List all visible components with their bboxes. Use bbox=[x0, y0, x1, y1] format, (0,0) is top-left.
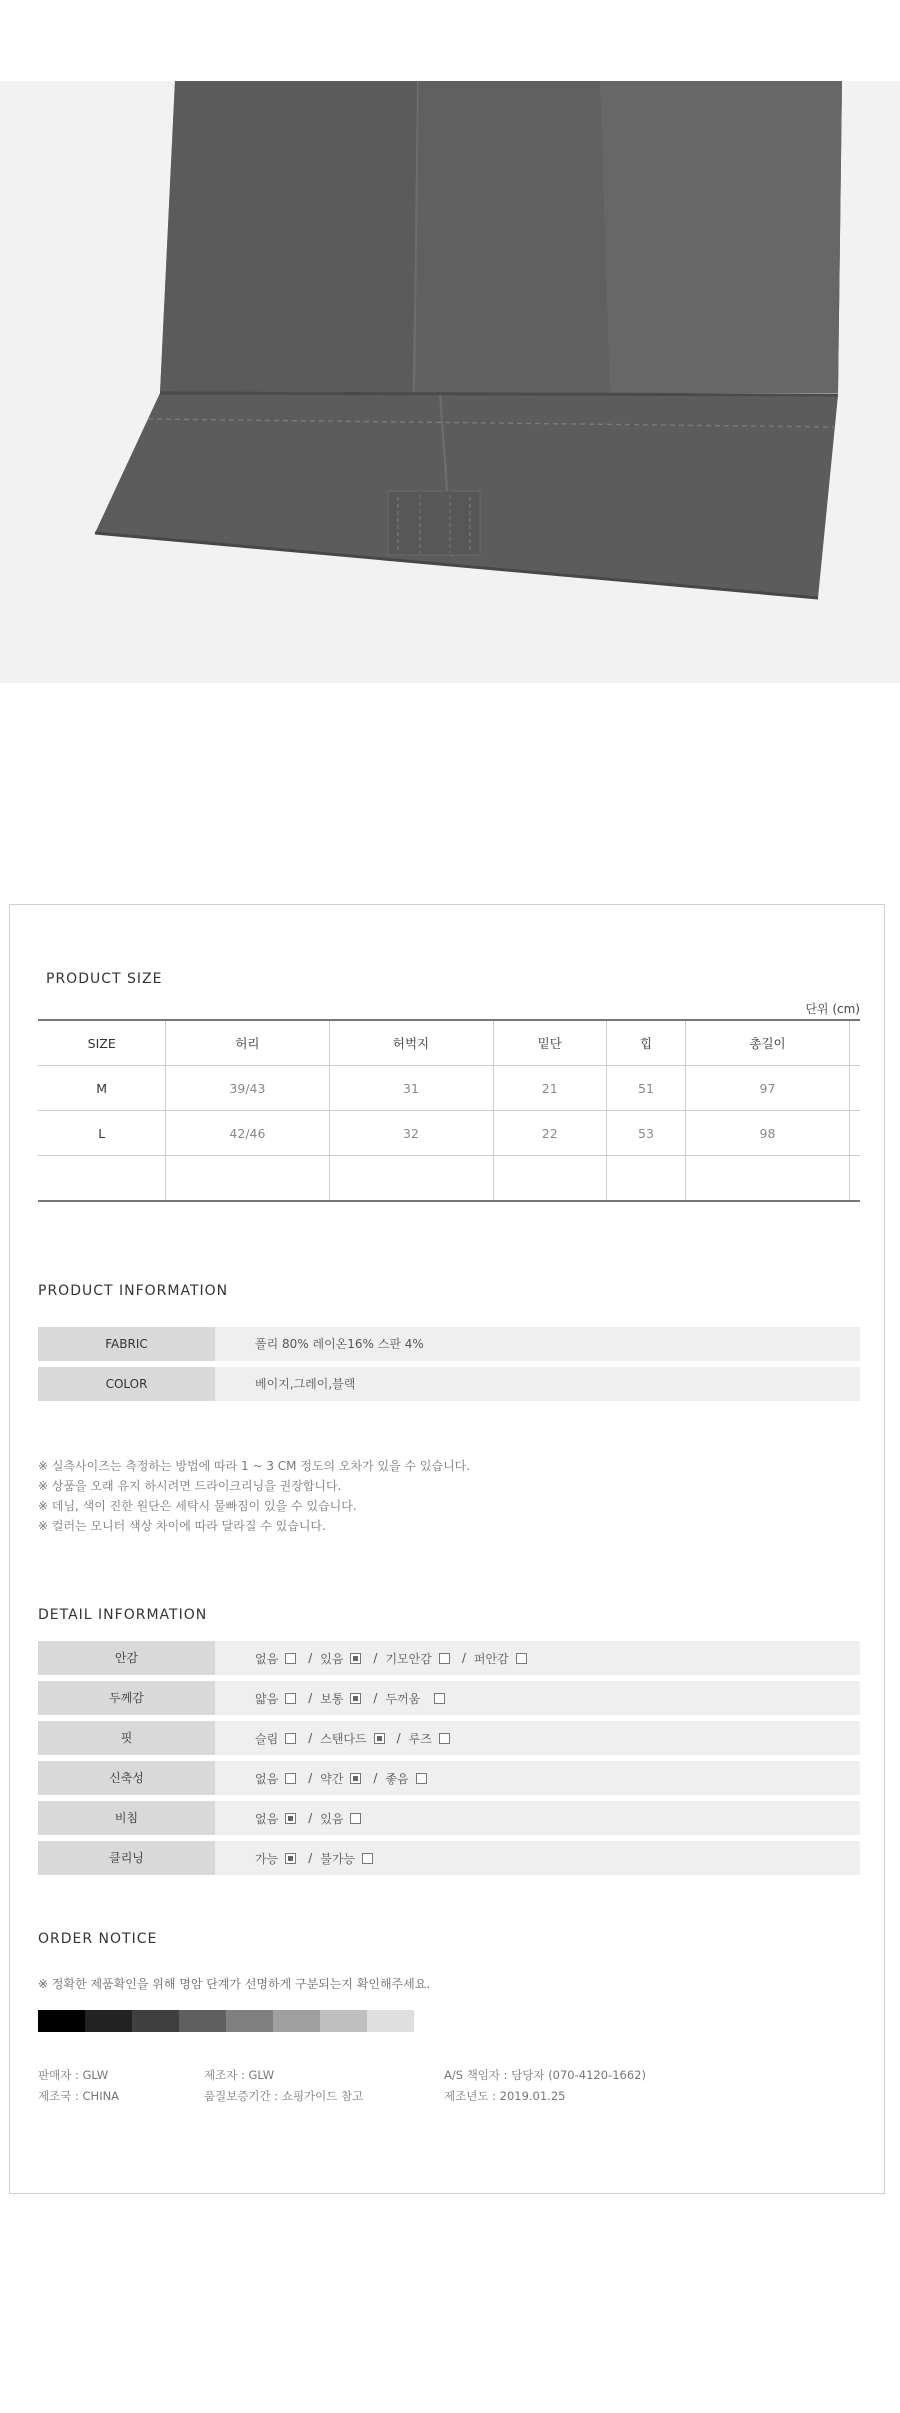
table-row bbox=[38, 1111, 860, 1156]
detail-row-sheerness bbox=[38, 1801, 860, 1835]
checkbox bbox=[416, 1773, 427, 1784]
option-label: 스탠다드 bbox=[320, 1731, 367, 1746]
size-header-cell: 총길이 bbox=[686, 1020, 850, 1066]
size-cell: 22 bbox=[493, 1111, 607, 1156]
option-label: 불가능 bbox=[320, 1851, 356, 1866]
warranty-info: 품질보증기간 : 쇼핑가이드 참고 bbox=[204, 2089, 364, 2103]
detail-options: 슬림 / 스탠다드 / 루즈 bbox=[255, 1721, 458, 1755]
size-cell: 53 bbox=[607, 1111, 686, 1156]
option-label: 보통 bbox=[320, 1691, 344, 1706]
care-note: ※ 컬러는 모니터 색상 차이에 따라 달라질 수 있습니다. bbox=[38, 1519, 326, 1533]
checkbox bbox=[350, 1813, 361, 1824]
size-cell bbox=[607, 1156, 686, 1202]
option-label: 없음 bbox=[255, 1651, 279, 1666]
product-info-panel bbox=[9, 904, 885, 2194]
gray-swatch bbox=[132, 2010, 179, 2032]
checkbox bbox=[362, 1853, 373, 1864]
checkbox bbox=[285, 1773, 296, 1784]
checkbox bbox=[434, 1693, 445, 1704]
gray-swatch bbox=[273, 2010, 320, 2032]
care-note: ※ 상품을 오래 유지 하시려면 드라이크리닝을 권장합니다. bbox=[38, 1479, 342, 1493]
as-contact-info: A/S 책임자 : 담당자 (070-4120-1662) bbox=[444, 2068, 646, 2082]
origin-info: 제조국 : CHINA bbox=[38, 2089, 120, 2103]
size-header-cell: 허리 bbox=[166, 1020, 329, 1066]
size-table-header bbox=[38, 1020, 860, 1066]
size-cell: M bbox=[38, 1066, 166, 1111]
checkbox-checked bbox=[350, 1773, 361, 1784]
meta-col-2 bbox=[204, 2065, 363, 2107]
option-label: 얇음 bbox=[255, 1691, 279, 1706]
size-header-cell: 허벅지 bbox=[329, 1020, 493, 1066]
size-cell bbox=[166, 1156, 329, 1202]
size-cell: L bbox=[38, 1111, 166, 1156]
detail-label: 클리닝 bbox=[38, 1841, 215, 1875]
size-cell bbox=[329, 1156, 493, 1202]
size-cell bbox=[38, 1156, 166, 1202]
option-label: 퍼안감 bbox=[473, 1651, 509, 1666]
option-label: 있음 bbox=[320, 1811, 344, 1826]
checkbox-checked bbox=[350, 1653, 361, 1664]
option-label: 슬림 bbox=[255, 1731, 279, 1746]
table-row bbox=[38, 1156, 860, 1202]
detail-options: 가능 / 불가능 bbox=[255, 1841, 381, 1875]
detail-row-lining bbox=[38, 1641, 860, 1675]
size-table bbox=[38, 1019, 860, 1202]
detail-row-stretch bbox=[38, 1761, 860, 1795]
option-label: 있음 bbox=[320, 1651, 344, 1666]
size-header-cell: SIZE bbox=[38, 1020, 166, 1066]
checkbox bbox=[285, 1653, 296, 1664]
detail-label: 핏 bbox=[38, 1721, 215, 1755]
size-cell bbox=[850, 1111, 861, 1156]
gray-swatch bbox=[38, 2010, 85, 2032]
checkbox-checked bbox=[285, 1853, 296, 1864]
info-label: COLOR bbox=[38, 1367, 215, 1401]
detail-options: 없음 / 약간 / 좋음 bbox=[255, 1761, 435, 1795]
size-cell: 31 bbox=[329, 1066, 493, 1111]
care-note: ※ 데님, 색이 진한 원단은 세탁시 물빠짐이 있을 수 있습니다. bbox=[38, 1499, 357, 1513]
checkbox bbox=[285, 1733, 296, 1744]
info-label: FABRIC bbox=[38, 1327, 215, 1361]
size-cell bbox=[493, 1156, 607, 1202]
detail-options: 얇음 / 보통 / 두꺼움 bbox=[255, 1681, 453, 1715]
size-cell bbox=[850, 1156, 861, 1202]
product-information-title: PRODUCT INFORMATION bbox=[38, 1283, 229, 1299]
size-header-cell: 힙 bbox=[607, 1020, 686, 1066]
info-row-color bbox=[38, 1367, 860, 1401]
info-row-fabric bbox=[38, 1327, 860, 1361]
maker-info: 제조자 : GLW bbox=[204, 2068, 275, 2082]
option-label: 없음 bbox=[255, 1811, 279, 1826]
size-header-cell: 밑단 bbox=[493, 1020, 607, 1066]
detail-row-cleaning bbox=[38, 1841, 860, 1875]
detail-label: 안감 bbox=[38, 1641, 215, 1675]
gray-swatch bbox=[320, 2010, 367, 2032]
option-label: 두꺼움 bbox=[385, 1691, 421, 1706]
checkbox bbox=[439, 1733, 450, 1744]
checkbox-checked bbox=[285, 1813, 296, 1824]
checkbox-checked bbox=[374, 1733, 385, 1744]
care-note: ※ 실측사이즈는 측정하는 방법에 따라 1 ~ 3 CM 정도의 오차가 있을 수 있습니다. bbox=[38, 1459, 471, 1473]
size-cell: 42/46 bbox=[166, 1111, 329, 1156]
manufacture-year-info: 제조년도 : 2019.01.25 bbox=[444, 2089, 566, 2103]
meta-col-3 bbox=[444, 2065, 646, 2107]
checkbox-checked bbox=[350, 1693, 361, 1704]
size-cell: 39/43 bbox=[166, 1066, 329, 1111]
order-notice-text: ※ 정확한 제품확인을 위해 명암 단계가 선명하게 구분되는지 확인해주세요. bbox=[38, 1977, 431, 1991]
detail-row-thickness bbox=[38, 1681, 860, 1715]
table-row bbox=[38, 1066, 860, 1111]
size-cell: 97 bbox=[686, 1066, 850, 1111]
detail-options: 없음 / 있음 bbox=[255, 1801, 369, 1835]
size-cell bbox=[850, 1066, 861, 1111]
checkbox bbox=[439, 1653, 450, 1664]
size-cell: 98 bbox=[686, 1111, 850, 1156]
meta-col-1 bbox=[38, 2065, 119, 2107]
option-label: 기모안감 bbox=[385, 1651, 432, 1666]
size-header-cell bbox=[850, 1020, 861, 1066]
gray-swatch bbox=[179, 2010, 226, 2032]
size-cell: 51 bbox=[607, 1066, 686, 1111]
option-label: 루즈 bbox=[408, 1731, 432, 1746]
detail-label: 신축성 bbox=[38, 1761, 215, 1795]
size-cell: 21 bbox=[493, 1066, 607, 1111]
product-size-title: PRODUCT SIZE bbox=[46, 971, 163, 987]
info-value: 폴리 80% 레이온16% 스판 4% bbox=[255, 1337, 424, 1351]
size-cell: 32 bbox=[329, 1111, 493, 1156]
size-cell bbox=[686, 1156, 850, 1202]
grayscale-swatches bbox=[38, 2010, 414, 2032]
option-label: 약간 bbox=[320, 1771, 344, 1786]
product-photo-pants-hem bbox=[0, 81, 900, 683]
option-label: 없음 bbox=[255, 1771, 279, 1786]
order-notice-title: ORDER NOTICE bbox=[38, 1931, 158, 1947]
detail-label: 두께감 bbox=[38, 1681, 215, 1715]
detail-row-fit bbox=[38, 1721, 860, 1755]
detail-label: 비침 bbox=[38, 1801, 215, 1835]
care-notes bbox=[38, 1456, 470, 1536]
option-label: 좋음 bbox=[385, 1771, 409, 1786]
checkbox bbox=[516, 1653, 527, 1664]
seller-info: 판매자 : GLW bbox=[38, 2068, 109, 2082]
detail-options: 없음 / 있음 / 기모안감 / 퍼안감 bbox=[255, 1641, 535, 1675]
checkbox bbox=[285, 1693, 296, 1704]
size-unit-label: 단위 (cm) bbox=[805, 1002, 860, 1016]
info-value: 베이지,그레이,블랙 bbox=[255, 1377, 356, 1391]
option-label: 가능 bbox=[255, 1851, 279, 1866]
gray-swatch bbox=[367, 2010, 414, 2032]
gray-swatch bbox=[226, 2010, 273, 2032]
gray-swatch bbox=[85, 2010, 132, 2032]
detail-information-title: DETAIL INFORMATION bbox=[38, 1607, 208, 1623]
